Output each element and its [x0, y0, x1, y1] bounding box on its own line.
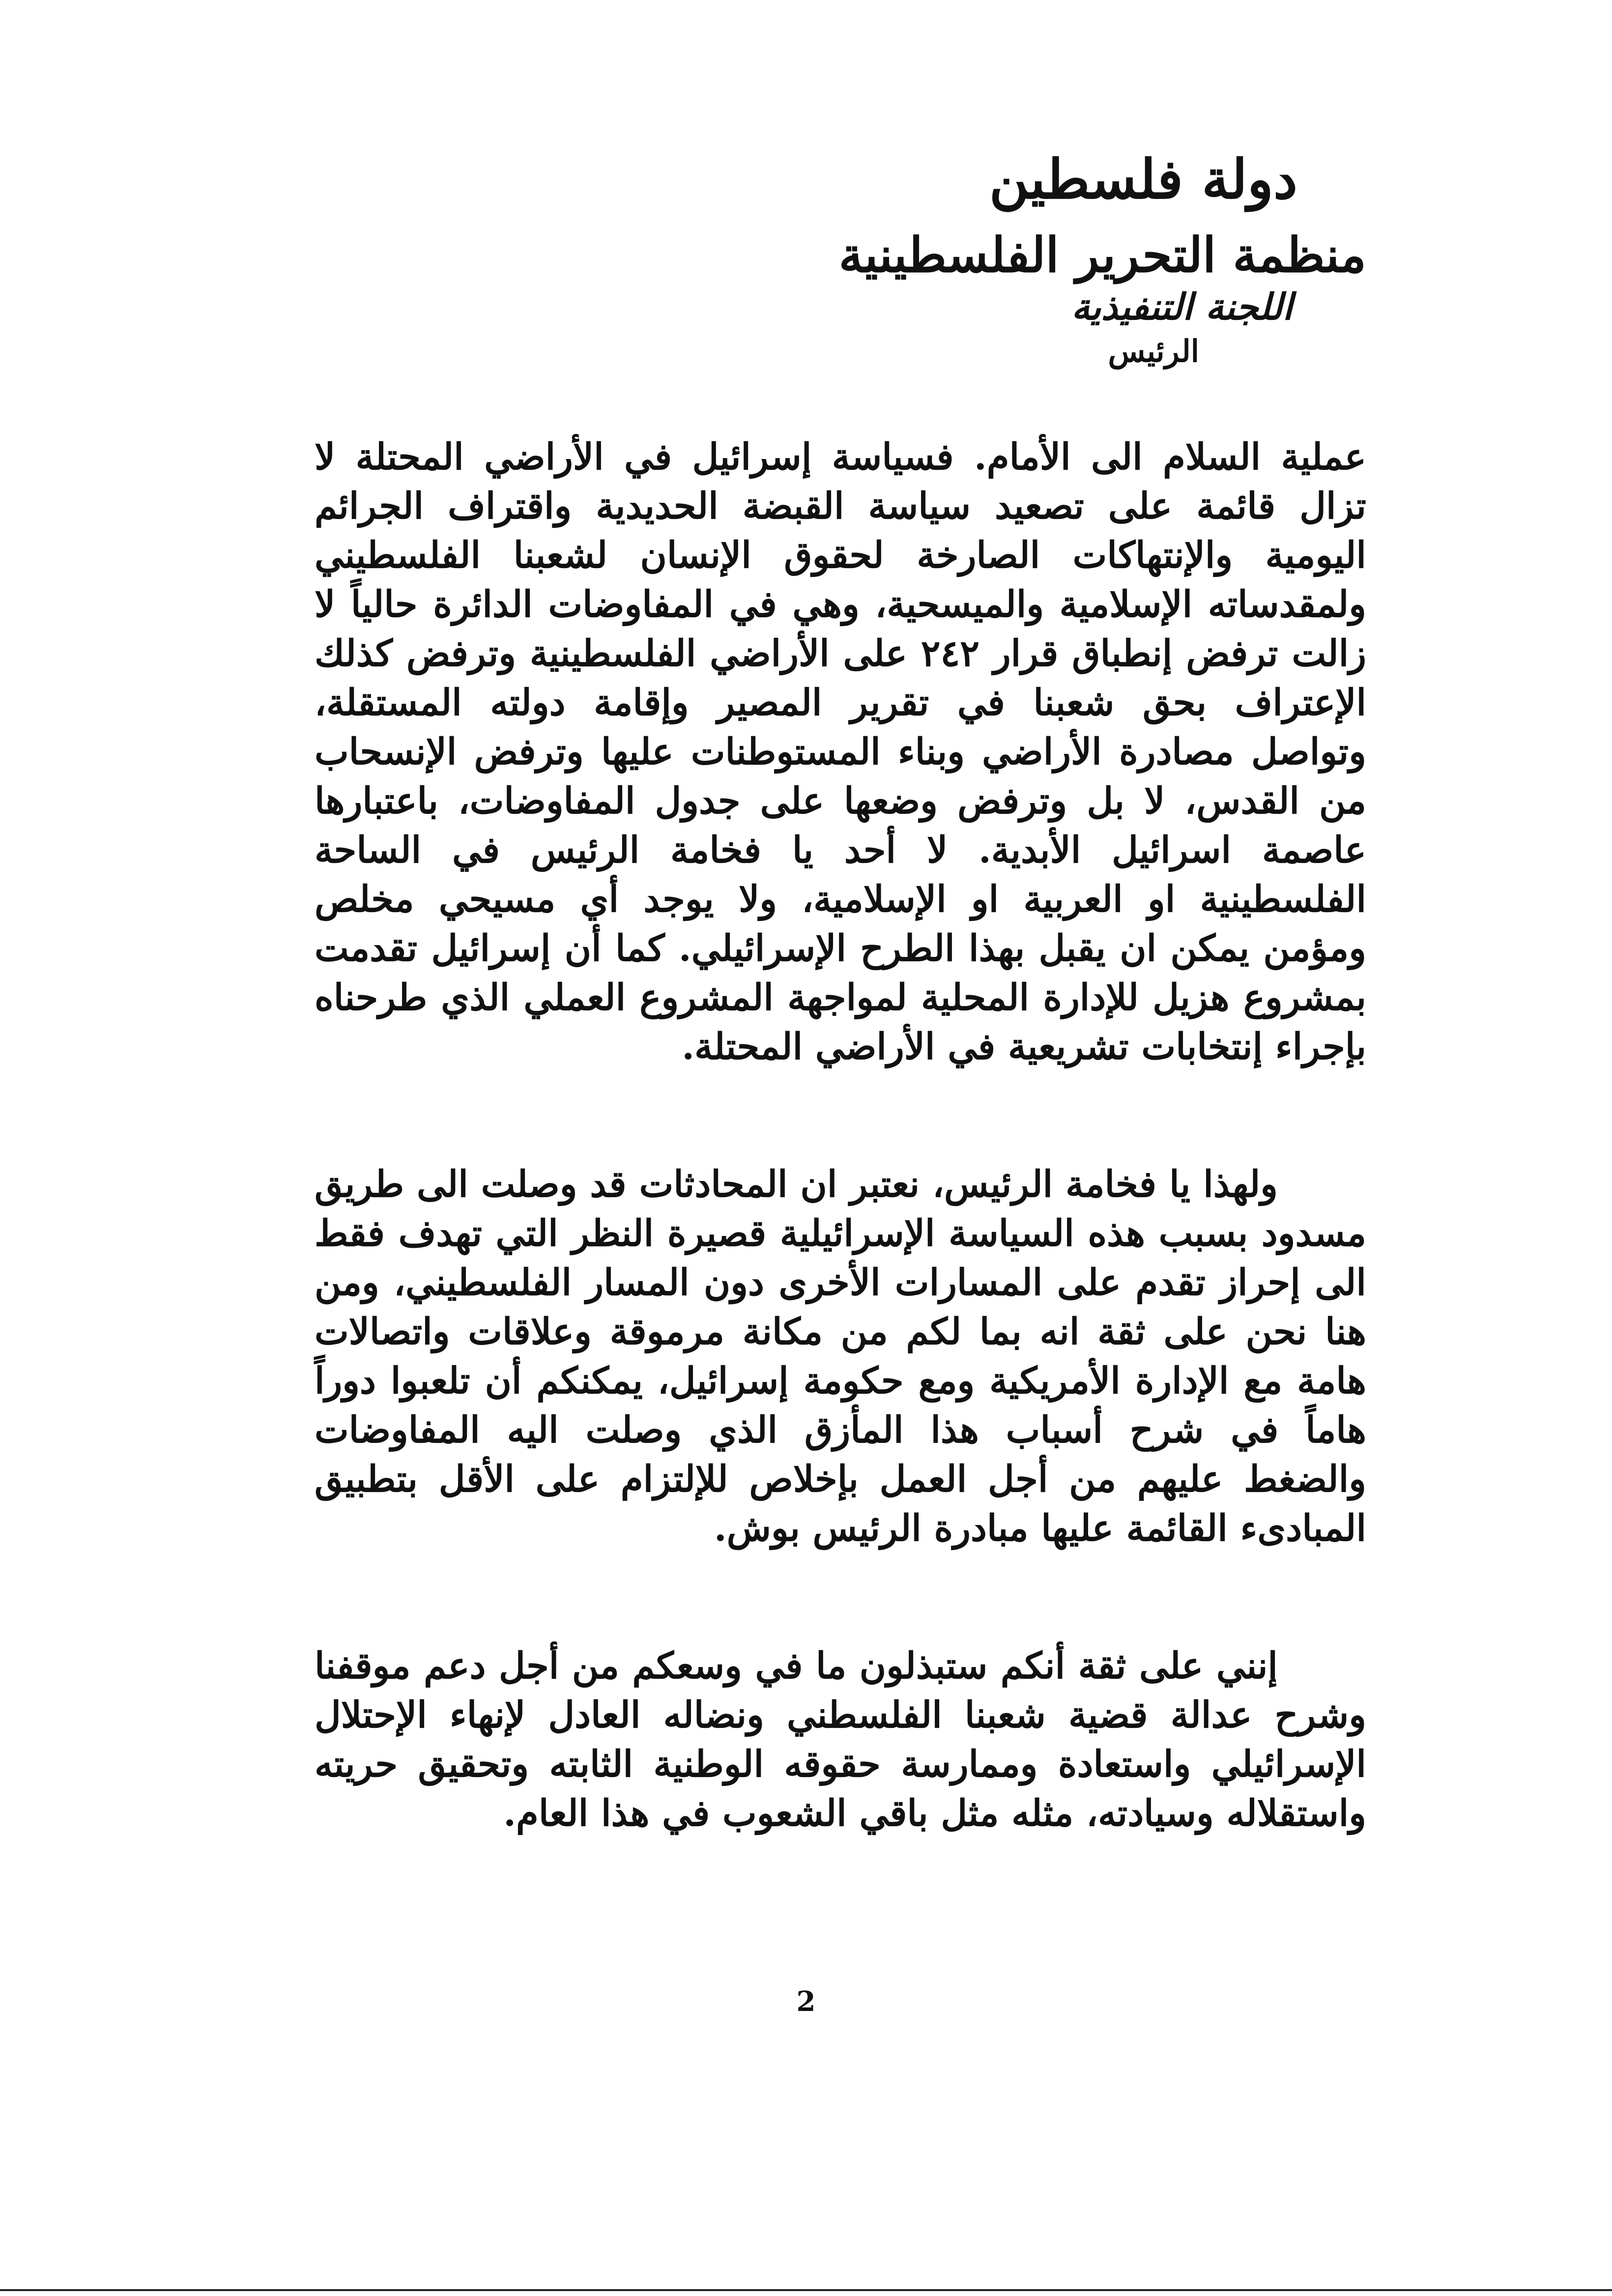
bottom-divider [0, 2289, 1612, 2291]
letterhead-organization: منظمة التحرير الفلسطينية [838, 227, 1366, 284]
letter-body [315, 432, 1366, 1926]
letterhead [777, 143, 1366, 373]
letterhead-title: الرئيس [1108, 333, 1199, 369]
paragraph-1: عملية السلام الى الأمام. فسياسة إسرائيل في الأراضي المحتلة لا تزال قائمة على تصعيد سياسة القبضة الحديدية واقتراف الجرائم اليومية والإنتهاكات الصارخة لحقوق الإنسان لشعبنا الفلسطيني ولمقدساته الإسلامية والميسحية، وهي في المفاوضات الدائرة حالياً لا زالت ترفض إنطباق قرار ٢٤٢ على الأراضي الفلسطينية وترفض كذلك الإعتراف بحق شعبنا في تقرير المصير وإقامة دولته المستقلة، وتواصل مصادرة الأراضي وبناء المستوطنات عليها وترفض الإنسحاب من القدس، لا بل وترفض وضعها على جدول المفاوضات، باعتبارها عاصمة اسرائيل الأبدية. لا أحد يا فخامة الرئيس في الساحة الفلسطينية او العربية او الإسلامية، ولا يوجد أي مسيحي مخلص ومؤمن يمكن ان يقبل بهذا الطرح الإسرائيلي. كما أن إسرائيل تقدمت بمشروع هزيل للإدارة المحلية لمواجهة المشروع العملي الذي طرحناه بإجراء إنتخابات تشريعية في الأراضي المحتلة. [315, 436, 1367, 1068]
page-number: 2 [796, 1985, 816, 2018]
paragraph-3: إنني على ثقة أنكم ستبذلون ما في وسعكم من أجل دعم موقفنا وشرح عدالة قضية شعبنا الفلسطني ونضاله العادل لإنهاء الإحتلال الإسرائيلي واستعادة وممارسة حقوقه الوطنية الثابته وتحقيق حريته واستقلاله وسيادته، مثله مثل باقي الشعوب في هذا العام. [315, 1645, 1366, 1835]
paragraph-2: ولهذا يا فخامة الرئيس، نعتبر ان المحادثات قد وصلت الى طريق مسدود بسبب هذه السياسة الإسرائيلية قصيرة النظر التي تهدف فقط الى إحراز تقدم على المسارات الأخرى دون المسار الفلسطيني، ومن هنا نحن على ثقة انه بما لكم من مكانة مرموقة وعلاقات واتصالات هامة مع الإدارة الأمريكية ومع حكومة إسرائيل، يمكنكم أن تلعبوا دوراً هاماً في شرح أسباب هذا المأزق الذي وصلت اليه المفاوضات والضغط عليهم من أجل العمل بإخلاص للإلتزام على الأقل بتطبيق المبادىء القائمة عليها مبادرة الرئيس بوش. [315, 1163, 1366, 1550]
letterhead-state: دولة فلسطين [989, 147, 1297, 211]
letterhead-committee: اللجنة التنفيذية [1071, 286, 1293, 328]
